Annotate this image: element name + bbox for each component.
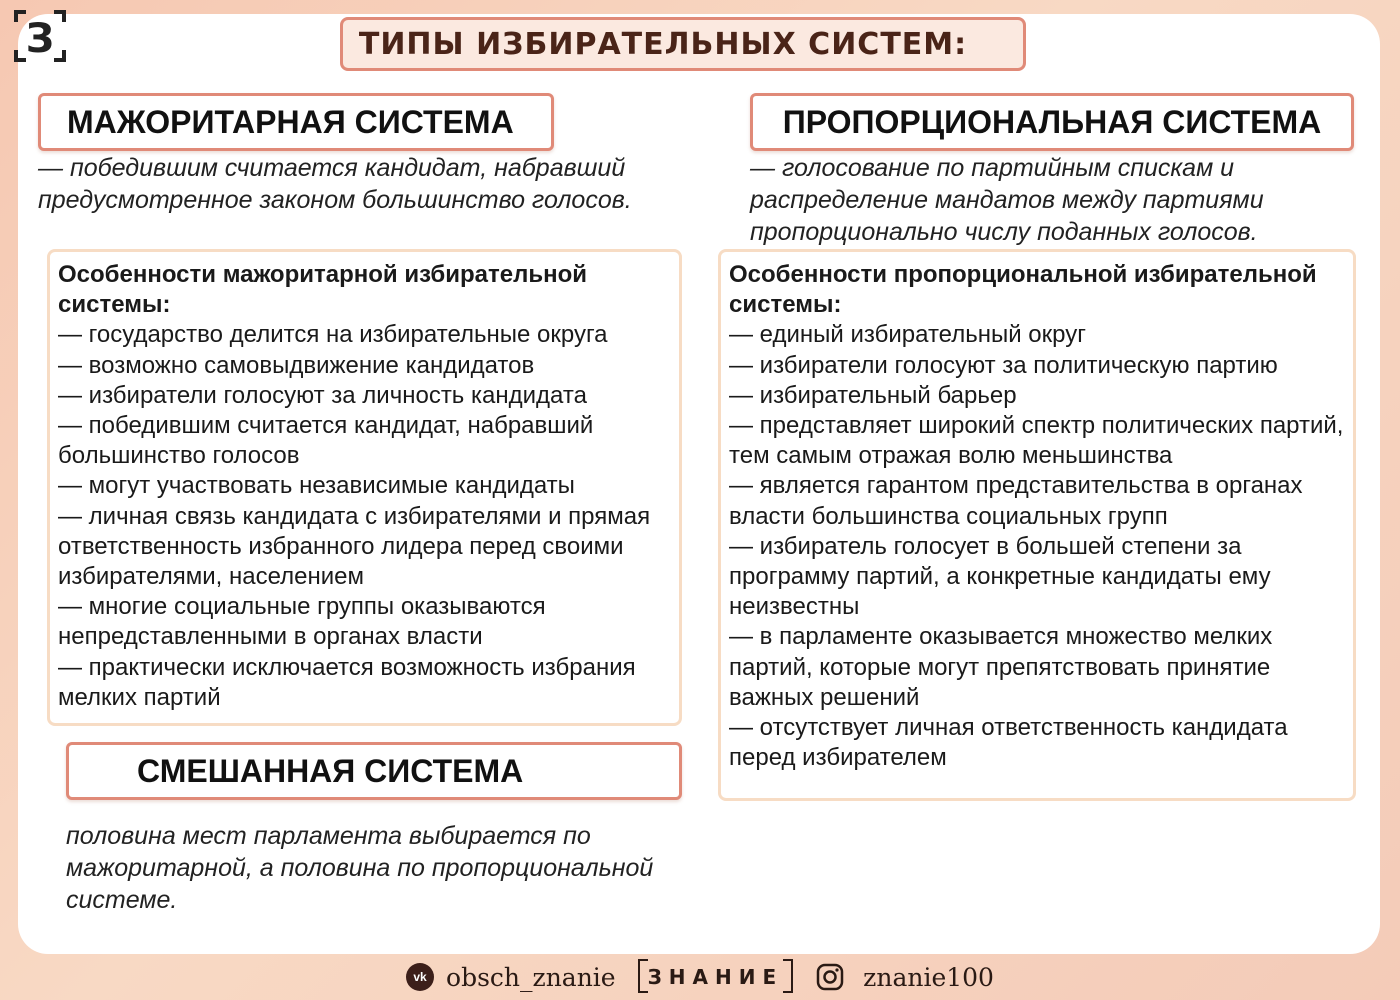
proportional-definition: — голосование по партийным спискам и распределение мандатов между партиями пропорционально числу поданных голосов. bbox=[750, 154, 1264, 246]
instagram-handle-link[interactable]: znanie100 bbox=[863, 962, 994, 992]
proportional-features-box bbox=[718, 249, 1356, 801]
majoritarian-feature-item: — многие социальные группы оказываются непредставленными в органах власти bbox=[58, 593, 546, 651]
footer bbox=[0, 954, 1400, 1000]
mixed-definition: половина мест парламента выбирается по мажоритарной, а половина по пропорциональной системе. bbox=[66, 822, 654, 914]
vk-icon[interactable]: vk bbox=[406, 963, 434, 991]
logo-glyph: З bbox=[25, 16, 55, 62]
proportional-feature-item: — представляет широкий спектр политических партий, тем самым отражая волю меньшинства bbox=[729, 412, 1344, 470]
proportional-features-heading: Особенности пропорциональной избирательной системы: bbox=[729, 261, 1317, 319]
page-title: ТИПЫ ИЗБИРАТЕЛЬНЫХ СИСТЕМ: bbox=[340, 17, 1026, 71]
majoritarian-feature-item: — возможно самовыдвижение кандидатов bbox=[58, 351, 535, 379]
proportional-feature-item: — является гарантом представительства в органах власти большинства социальных групп bbox=[729, 472, 1303, 530]
proportional-feature-item: — единый избирательный округ bbox=[729, 321, 1086, 349]
majoritarian-features-box bbox=[47, 249, 682, 726]
majoritarian-feature-item: — могут участвовать независимые кандидаты bbox=[58, 472, 575, 500]
znanie-logo-icon bbox=[12, 8, 68, 64]
proportional-title: ПРОПОРЦИОНАЛЬНАЯ СИСТЕМА bbox=[750, 93, 1354, 151]
majoritarian-feature-item: — избиратели голосуют за личность кандидата bbox=[58, 381, 587, 409]
majoritarian-feature-item: — практически исключается возможность избрания мелких партий bbox=[58, 653, 636, 711]
brand-name: ЗНАНИЕ bbox=[638, 965, 794, 989]
majoritarian-feature-item: — государство делится на избирательные округа bbox=[58, 321, 608, 349]
proportional-feature-item: — в парламенте оказывается множество мелких партий, которые могут препятствовать принятие важных решений bbox=[729, 623, 1273, 711]
majoritarian-feature-item: — победившим считается кандидат, набравший большинство голосов bbox=[58, 412, 594, 470]
majoritarian-feature-item: — личная связь кандидата с избирателями и прямая ответственность избранного лидера перед своими избирателями, населением bbox=[58, 502, 651, 591]
majoritarian-features-heading: Особенности мажоритарной избирательной системы: bbox=[58, 261, 588, 319]
mixed-title: СМЕШАННАЯ СИСТЕМА bbox=[66, 742, 682, 800]
vk-handle-link[interactable]: obsch_znanie bbox=[446, 962, 616, 992]
majoritarian-title: МАЖОРИТАРНАЯ СИСТЕМА bbox=[38, 93, 554, 151]
proportional-feature-item: — избиратели голосуют за политическую партию bbox=[729, 351, 1278, 379]
proportional-feature-item: — избирательный барьер bbox=[729, 381, 1017, 409]
majoritarian-definition: — победившим считается кандидат, набравший предусмотренное законом большинство голосов. bbox=[38, 154, 632, 214]
proportional-feature-item: — отсутствует личная ответственность кандидата перед избирателем bbox=[729, 714, 1288, 772]
instagram-icon[interactable] bbox=[815, 962, 845, 992]
proportional-feature-item: — избиратель голосует в большей степени за программу партий, а конкретные кандидаты ему неизвестны bbox=[729, 532, 1271, 621]
